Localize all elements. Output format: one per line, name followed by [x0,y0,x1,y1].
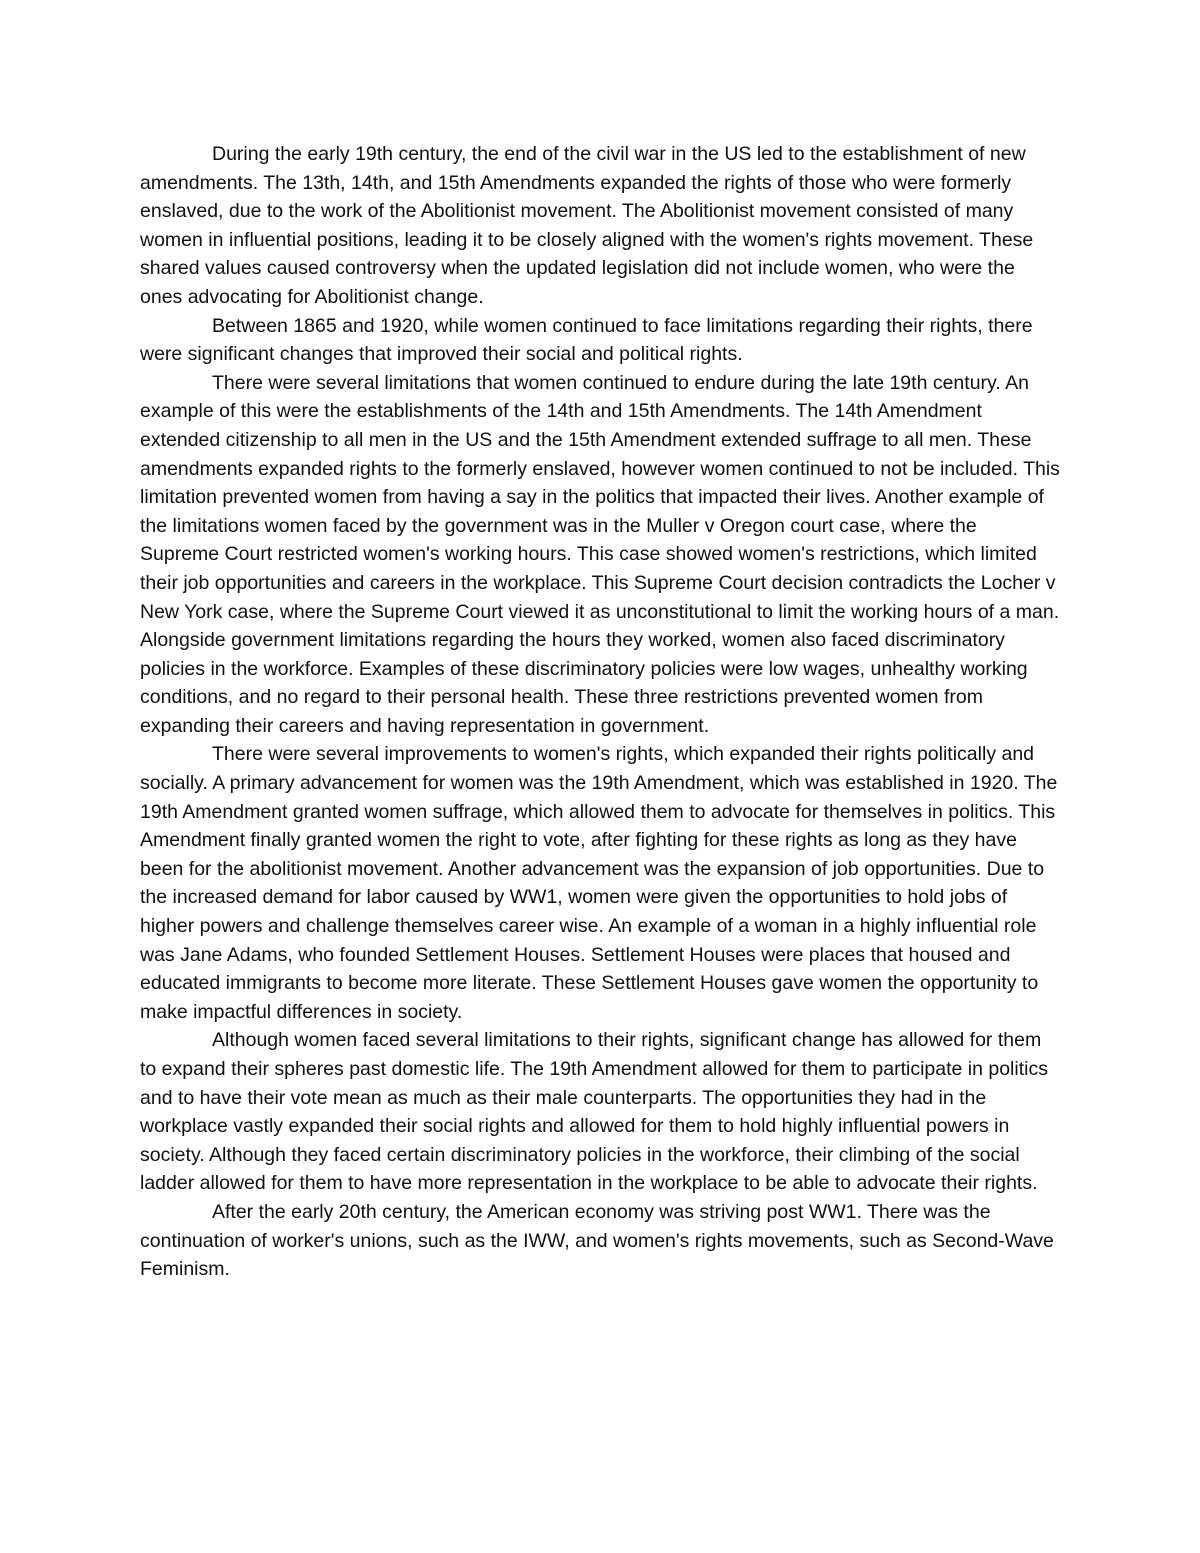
paragraph-improvements: There were several improvements to women's rights, which expanded their rights politically and socially. A primary advancement for women was the 19th Amendment, which was established in 1920. The 19th Amendment granted women suffrage, which allowed them to advocate for themselves in politics. This Amendment finally granted women the right to vote, after fighting for these rights as long as they have been for the abolitionist movement. Another advancement was the expansion of job opportunities. Due to the increased demand for labor caused by WW1, women were given the opportunities to hold jobs of higher powers and challenge themselves career wise. An example of a woman in a highly influential role was Jane Adams, who founded Settlement Houses. Settlement Houses were places that housed and educated immigrants to become more literate. These Settlement Houses gave women the opportunity to make impactful differences in society. [140,743,1058,1023]
paragraph-thesis: Between 1865 and 1920, while women continued to face limitations regarding their rights, there were significant changes that improved their social and political rights. [140,314,1033,366]
paragraph-epilogue: After the early 20th century, the American economy was striving post WW1. There was the continuation of worker's unions, such as the IWW, and women's rights movements, such as Second-Wave Feminism. [140,1200,1054,1281]
paragraph-conclusion: Although women faced several limitations to their rights, significant change has allowed for them to expand their spheres past domestic life. The 19th Amendment allowed for them to participate in politics and to have their vote mean as much as their male counterparts. The opportunities they had in the workplace vastly expanded their social rights and allowed for them to hold highly influential powers in society. Although they faced certain discriminatory policies in the workforce, their climbing of the social ladder allowed for them to have more representation in the workplace to be able to advocate their rights. [140,1029,1048,1195]
paragraph-limitations: There were several limitations that women continued to endure during the late 19th century. An example of this were the establishments of the 14th and 15th Amendments. The 14th Amendment extended citizenship to all men in the US and the 15th Amendment extended suffrage to all men. These amendments expanded rights to the formerly enslaved, however women continued to not be included. This limitation prevented women from having a say in the politics that impacted their lives. Another example of the limitations women faced by the government was in the Muller v Oregon court case, where the Supreme Court restricted women's working hours. This case showed women's restrictions, which limited their job opportunities and careers in the workplace. This Supreme Court decision contradicts the Locher v New York case, where the Supreme Court viewed it as unconstitutional to limit the working hours of a man. Alongside government limitations regarding the hours they worked, women also faced discriminatory policies in the workforce. Examples of these discriminatory policies were low wages, unhealthy working conditions, and no regard to their personal health. These three restrictions prevented women from expanding their careers and having representation in government. [140,371,1060,737]
paragraph-intro: During the early 19th century, the end of the civil war in the US led to the establishment of new amendments. The 13th, 14th, and 15th Amendments expanded the rights of those who were formerly enslaved, due to the work of the Abolitionist movement. The Abolitionist movement consisted of many women in influential positions, leading it to be closely aligned with the women's rights movement. These shared values caused controversy when the updated legislation did not include women, who were the ones advocating for Abolitionist change. [140,143,1034,308]
document-body [140,140,1060,1284]
